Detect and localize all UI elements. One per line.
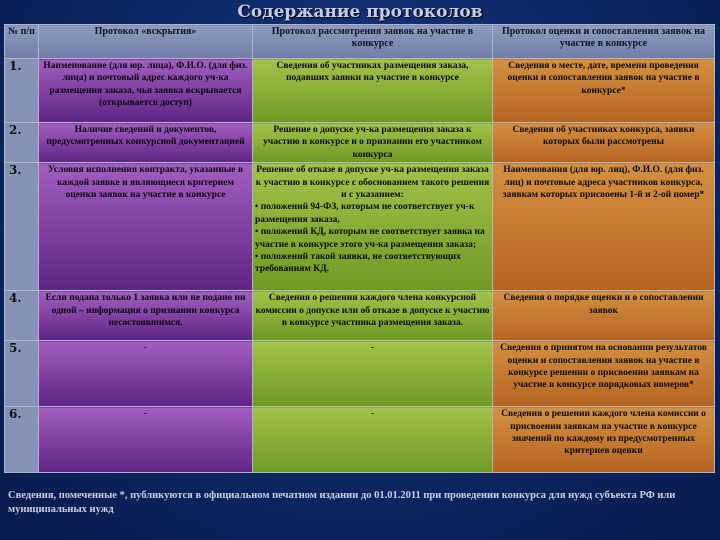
refusal-reason-documentation: • положений КД, которым не соответствует заявка на участие в конкурсе этого уч-ка размещения заказа; [255, 227, 485, 250]
review-protocol-cell [253, 163, 493, 291]
table-row [5, 59, 715, 123]
refusal-reason-application: • положений такой заявки, не соответствующих требованиям КД. [255, 252, 461, 275]
opening-protocol-cell: - [39, 407, 253, 473]
row-number: 1. [5, 59, 39, 123]
table-row [5, 407, 715, 473]
row-number: 5. [5, 341, 39, 407]
evaluation-protocol-cell: Сведения о решении каждого члена комиссии о присвоении заявкам на участие в конкурсе значений по каждому из предусмотренных критериев оценки [493, 407, 715, 473]
review-protocol-cell: Сведения об участниках размещения заказа, подавших заявки на участие в конкурсе [253, 59, 493, 123]
evaluation-protocol-cell: Сведения о порядке оценки и о сопоставлении заявок [493, 291, 715, 341]
table-row [5, 291, 715, 341]
review-protocol-cell: - [253, 341, 493, 407]
evaluation-protocol-cell: Сведения о месте, дате, времени проведения оценки и сопоставления заявок на участие в конкурсе* [493, 59, 715, 123]
evaluation-protocol-cell: Сведения о принятом на основании результатов оценки и сопоставления заявок на участие в конкурсе решении о присвоении заявкам на участие в конкурсе порядковых номеров* [493, 341, 715, 407]
opening-protocol-cell: - [39, 341, 253, 407]
header-number: № п/п [5, 25, 39, 59]
refusal-decision-text: Решение об отказе в допуске уч-ка размещения заказа к участию в конкурсе с обоснованием такого решения и с указанием: [255, 165, 490, 201]
page-title: Содержание протоколов [237, 2, 483, 22]
opening-protocol-cell: Наличие сведений и документов, предусмотренных конкурсной документацией [39, 123, 253, 163]
review-protocol-cell: Сведения о решении каждого члена конкурсной комиссии о допуске или об отказе в допуске к участию в конкурсе участника размещения заказа. [253, 291, 493, 341]
header-review-protocol: Протокол рассмотрения заявок на участие в конкурсе [253, 25, 493, 59]
row-number: 6. [5, 407, 39, 473]
row-number: 3. [5, 163, 39, 291]
table-header-row [5, 25, 715, 59]
evaluation-protocol-cell: Сведения об участниках конкурса, заявки которых были рассмотрены [493, 123, 715, 163]
footnote: Сведения, помеченные *, публикуются в официальном печатном издании до 01.01.2011 при проведении конкурса для нужд субъекта РФ или муниципальных нужд [8, 490, 676, 515]
opening-protocol-cell: Условия исполнения контракта, указанные в каждой заявке и являющиеся критерием оценки заявок на участие в конкурсе [39, 163, 253, 291]
table-row [5, 163, 715, 291]
refusal-reason-law: • положений 94-ФЗ, которым не соответствует уч-к размещения заказа, [255, 202, 475, 225]
header-opening-protocol: Протокол «вскрытия» [39, 25, 253, 59]
review-protocol-cell: Решение о допуске уч-ка размещения заказа к участию в конкурсе и о признании его участником конкурса [253, 123, 493, 163]
row-number: 2. [5, 123, 39, 163]
protocols-table [4, 24, 715, 473]
table-row [5, 341, 715, 407]
evaluation-protocol-cell: Наименования (для юр. лиц), Ф.И.О. (для физ. лиц) и почтовые адреса участников конкурса, заявкам которых присвоены 1-й и 2-ой номер* [493, 163, 715, 291]
header-evaluation-protocol: Протокол оценки и сопоставления заявок на участие в конкурсе [493, 25, 715, 59]
row-number: 4. [5, 291, 39, 341]
opening-protocol-cell: Наименование (для юр. лица), Ф.И.О. (для физ. лица) и почтовый адрес каждого уч-ка размещения заказа, чья заявка вскрывается (открывается доступ) [39, 59, 253, 123]
opening-protocol-cell: Если подана только 1 заявка или не подано ни одной – информация о признании конкурса несостоявшимся. [39, 291, 253, 341]
review-protocol-cell: - [253, 407, 493, 473]
table-row [5, 123, 715, 163]
